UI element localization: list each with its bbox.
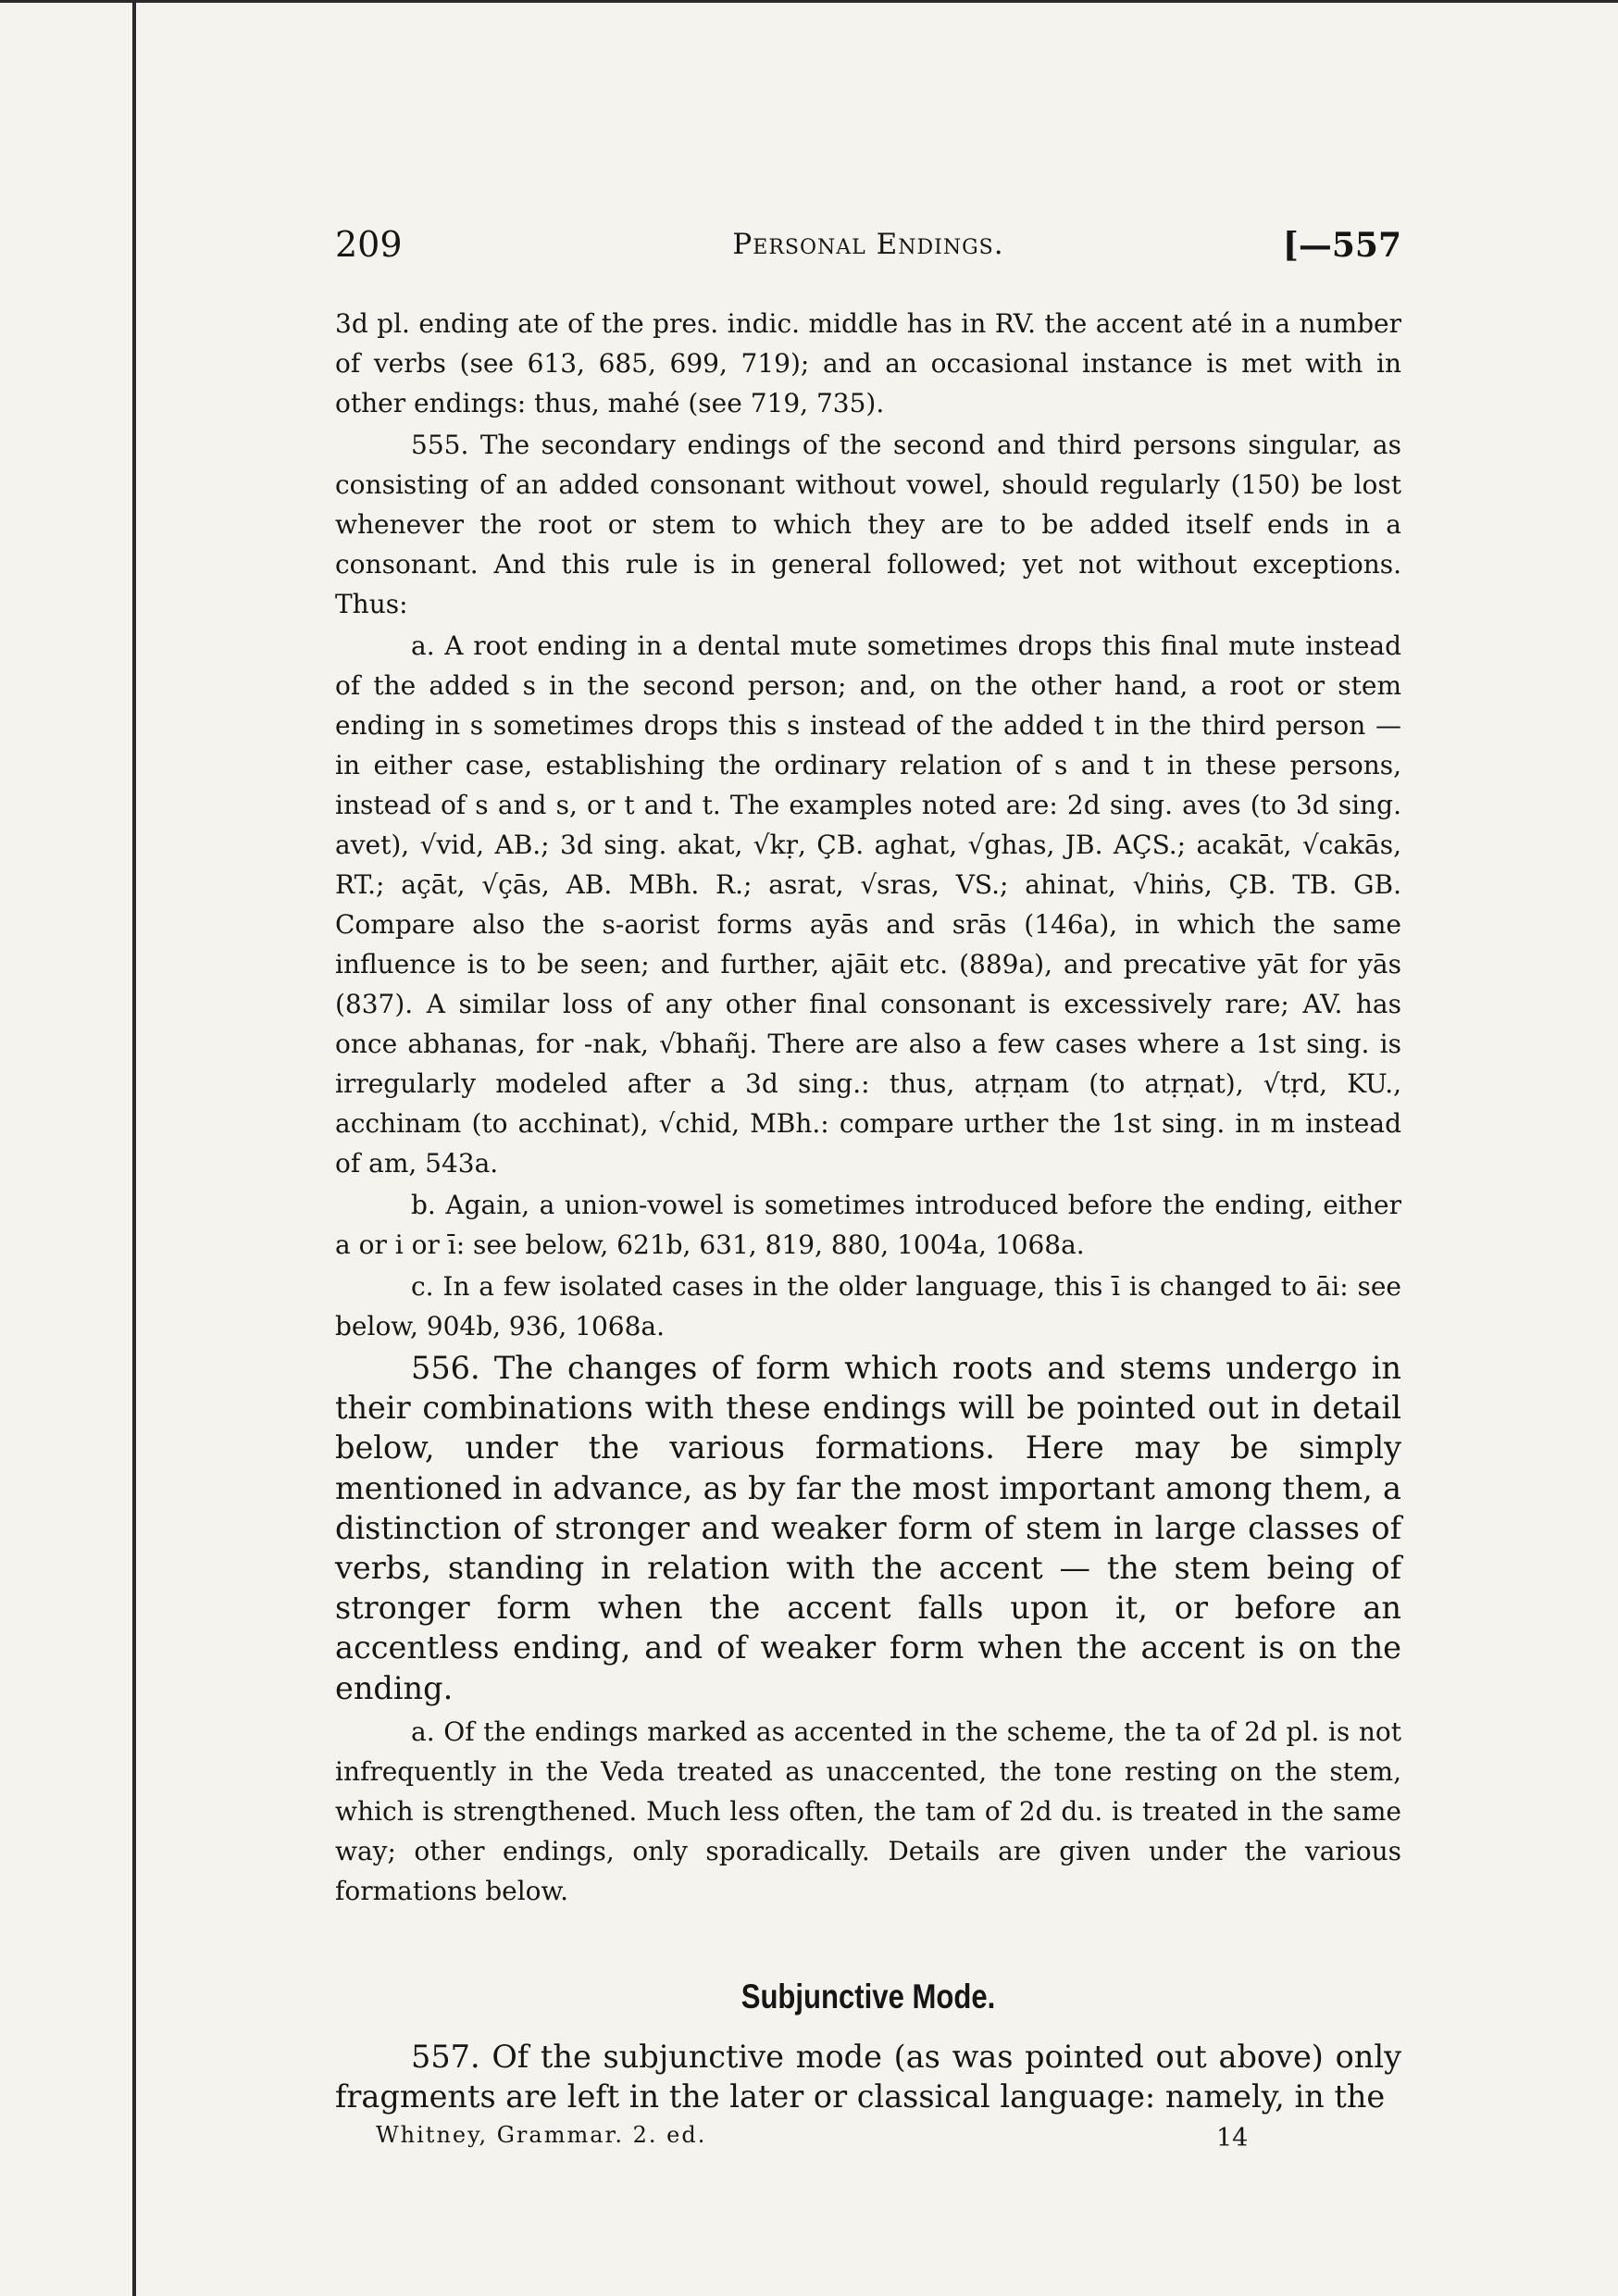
- signature-mark: 14: [1216, 2124, 1249, 2153]
- paragraph-555c: c. In a few isolated cases in the older language, this ī is changed to āi: see below, 904b, 936, 1068a.: [335, 1271, 1401, 1341]
- running-title: Personal Endings.: [732, 228, 1004, 261]
- section-reference: [—557: [1282, 226, 1401, 265]
- footer-source: Whitney, Grammar. 2. ed.: [376, 2122, 707, 2149]
- page-top-edge: [0, 0, 1618, 3]
- page-footer: [335, 2120, 1401, 2157]
- paragraph-554-continued: 3d pl. ending ate of the pres. indic. middle has in RV. the accent até in a number of verbs (see 613, 685, 699, 719); and an occasional instance is met with in other endings: thus, mahé (see 719, 735).: [335, 308, 1401, 418]
- paragraph-555b: b. Again, a union-vowel is sometimes introduced before the ending, either a or i or ī: see below, 621b, 631, 819, 880, 1004a, 1068a.: [335, 1190, 1401, 1260]
- paragraph-557: 557. Of the subjunctive mode (as was pointed out above) only fragments are left in the later or classical language: namely, in the: [335, 2038, 1401, 2115]
- running-header: [335, 215, 1401, 270]
- section-heading-subjunctive: Subjunctive Mode.: [741, 1977, 996, 2015]
- paragraph-556: 556. The changes of form which roots and stems undergo in their combinations with these endings will be pointed out in detail below, under the various formations. Here may be simply mentioned in advance, as by far the most important among them, a distinction of stronger and weaker form of stem in large classes of verbs, standing in relation with the accent — the stem being of stronger form when the accent falls upon it, or before an accentless ending, and of weaker form when the accent is on the ending.: [335, 1350, 1401, 1706]
- book-page: [335, 215, 1401, 2157]
- page-number: 209: [335, 224, 403, 265]
- paragraph-555: 555. The secondary endings of the second and third persons singular, as consisting of an added consonant without vowel, should regularly (150) be lost whenever the root or stem to which they are to be added itself ends in a consonant. And this rule is in general followed; yet not without exceptions. Thus:: [335, 430, 1401, 619]
- paragraph-556a: a. Of the endings marked as accented in the scheme, the ta of 2d pl. is not infrequently in the Veda treated as unaccented, the tone resting on the stem, which is strengthened. Much less often, the tam of 2d du. is treated in the same way; other endings, only sporadically. Details are given under the various formations below.: [335, 1716, 1401, 1906]
- paragraph-555a: a. A root ending in a dental mute sometimes drops this final mute instead of the added s in the second person; and, on the other hand, a root or stem ending in s sometimes drops this s instead of the added t in the third person — in either case, establishing the ordinary relation of s and t in these persons, instead of s and s, or t and t. The examples noted are: 2d sing. aves (to 3d sing. avet), √vid, AB.; 3d sing. akat, √kṛ, ÇB. aghat, √ghas, JB. AÇS.; acakāt, √cakās, RT.; açāt, √çās, AB. MBh. R.; asrat, √sras, VS.; ahinat, √hiṅs, ÇB. TB. GB. Compare also the s-aorist forms ayās and srās (146a), in which the same influence is to be seen; and further, ajāit etc. (889a), and precative yāt for yās (837). A similar loss of any other final consonant is excessively rare; AV. has once abhanas, for -nak, √bhañj. There are also a few cases where a 1st sing. is irregularly modeled after a 3d sing.: thus, atṛṇam (to atṛṇat), √tṛd, KU., acchinam (to acchinat), √chid, MBh.: compare urther the 1st sing. in m instead of am, 543a.: [335, 630, 1401, 1179]
- binding-margin-line: [132, 0, 136, 2296]
